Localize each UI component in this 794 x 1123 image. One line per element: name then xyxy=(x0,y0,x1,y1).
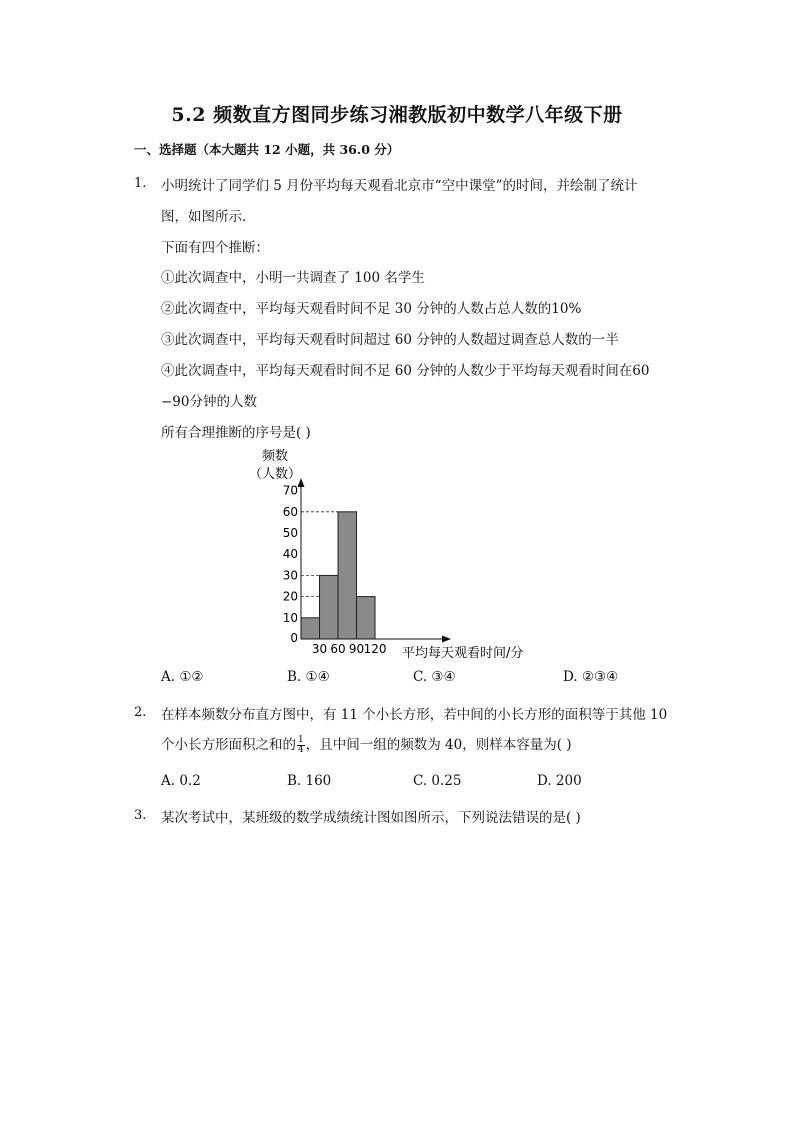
q2-option-c[interactable]: C. 0.25 xyxy=(413,773,462,789)
q1-text-line: 图，如图所示． xyxy=(161,209,256,225)
fraction xyxy=(297,736,305,755)
q2-option-a[interactable]: A. 0.2 xyxy=(161,773,201,789)
x-axis-arrow xyxy=(442,636,451,643)
section-heading: 一、选择题（本大题共 12 小题，共 36.0 分） xyxy=(134,142,400,157)
fraction-denominator: 4 xyxy=(298,745,304,755)
q1-option-d[interactable]: D. ②③④ xyxy=(563,669,619,685)
q1-text-line: −90分钟的人数 xyxy=(161,394,257,410)
q3-text-line: 某次考试中，某班级的数学成绩统计图如图所示，下列说法错误的是( ) xyxy=(161,810,581,826)
q2-option-d[interactable]: D. 200 xyxy=(537,773,582,789)
question-number-3: 3. xyxy=(134,808,147,823)
q2-option-b[interactable]: B. 160 xyxy=(287,773,332,789)
histogram-bar xyxy=(320,575,339,639)
chart-xlabel: 平均每天观看时间/分 xyxy=(402,646,524,661)
histogram-bar xyxy=(357,597,376,639)
fraction-numerator: 1 xyxy=(298,735,304,745)
question-number-2: 2. xyxy=(134,705,147,720)
q1-statement-1: ①此次调查中，小明一共调查了 100 名学生 xyxy=(161,270,425,286)
q1-text-line: 下面有四个推断： xyxy=(161,240,269,256)
q1-option-c[interactable]: C. ③④ xyxy=(413,669,456,685)
q2-text-line xyxy=(161,733,572,755)
q2-text-line: 在样本频数分布直方图中，有 11 个小长方形，若中间的小长方形的面积等于其他 10 xyxy=(161,707,668,723)
y-tick-label: 60 xyxy=(282,504,298,519)
page-title: 5.2 频数直方图同步练习湘教版初中数学八年级下册 xyxy=(171,104,623,126)
q1-options xyxy=(161,669,721,689)
y-tick-label: 10 xyxy=(282,610,298,625)
y-tick-label: 20 xyxy=(282,589,298,604)
q1-statement-2: ②此次调查中，平均每天观看时间不足 30 分钟的人数占总人数的10% xyxy=(161,301,582,317)
q1-option-a[interactable]: A. ①② xyxy=(161,669,204,685)
q1-text-line: 小明统计了同学们 5 月份平均每天观看北京市“空中课堂”的时间，并绘制了统计 xyxy=(161,178,638,194)
x-tick-label: 30 xyxy=(311,642,328,656)
histogram-chart xyxy=(230,440,524,670)
histogram-bar xyxy=(301,618,320,639)
y-tick-label: 50 xyxy=(282,526,298,540)
chart-ylabel-line2: （人数） xyxy=(248,467,302,482)
q1-option-b[interactable]: B. ①④ xyxy=(287,669,330,685)
x-tick-label: 90 xyxy=(348,642,365,656)
chart-ylabel-line1: 频数 xyxy=(261,449,289,464)
q1-prompt: 所有合理推断的序号是( ) xyxy=(161,425,311,441)
q2-text-before-fraction: 个小长方形面积之和的 xyxy=(161,737,296,753)
y-tick-label: 70 xyxy=(282,483,298,498)
histogram-bar xyxy=(338,512,357,639)
x-tick-label: 120 xyxy=(363,642,387,656)
q2-text-after-fraction: ，且中间一组的频数为 40，则样本容量为( ) xyxy=(305,737,572,753)
q2-options xyxy=(161,773,721,793)
q1-statement-4: ④此次调查中，平均每天观看时间不足 60 分钟的人数少于平均每天观看时间在60 xyxy=(161,363,650,379)
x-tick-label: 60 xyxy=(330,642,346,656)
y-tick-label: 40 xyxy=(282,547,298,562)
question-number-1: 1. xyxy=(134,176,147,191)
y-tick-label: 30 xyxy=(282,568,298,583)
y-tick-label: 0 xyxy=(290,631,298,645)
q1-statement-3: ③此次调查中，平均每天观看时间超过 60 分钟的人数超过调查总人数的一半 xyxy=(161,332,619,348)
